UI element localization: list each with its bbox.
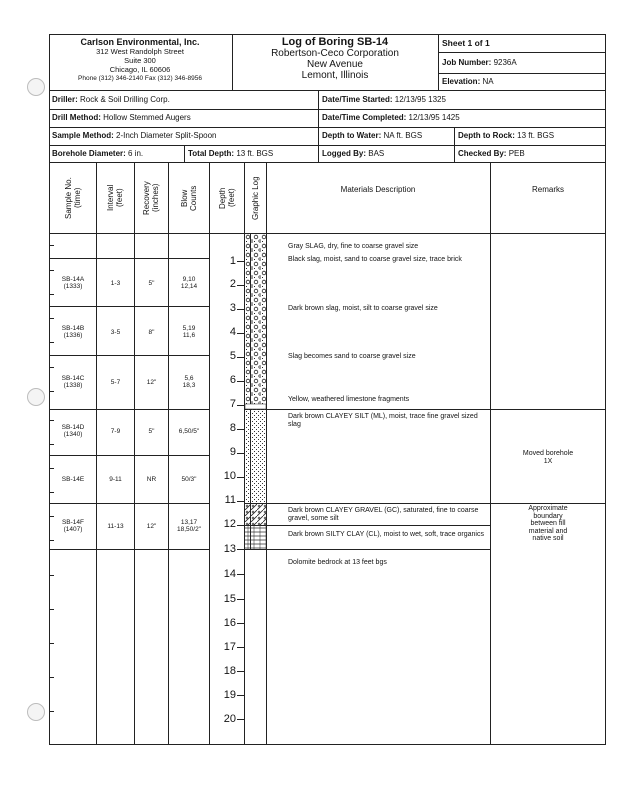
company-street: 312 West Randolph Street [96,47,184,56]
job-number-value: 9236A [493,58,517,67]
binder-hole-middle [27,388,45,406]
sample-blows: 6,50/5" [178,428,200,435]
depth-label: 17 [223,641,236,653]
material-description: Gray SLAG, dry, fine to coarse gravel size [288,243,419,250]
logged-by-label: Logged By: [322,149,366,158]
driller-label: Driller: [52,95,78,104]
depth-label: 6 [229,374,236,386]
company-suite: Suite 300 [124,56,156,65]
graphic-fill-silty-clay [245,525,266,549]
sample-recovery: 12" [146,379,157,386]
depth-to-rock-label: Depth to Rock: [458,131,515,140]
depth-label: 20 [223,713,236,725]
sample-no: SB-14A (1333) [61,276,85,290]
checked-by [458,150,525,158]
col-interval: Interval (feet) [106,184,124,212]
col-blow-counts: Blow Counts [180,185,198,211]
depth-to-rock [458,132,554,140]
depth-to-rock-value: 13 ft. BGS [517,131,555,140]
depth-label: 18 [223,665,236,677]
depth-label: 2 [229,278,236,290]
drill-method-value: Hollow Stemmed Augers [103,113,191,122]
page-title: Log of Boring SB-14 [281,36,389,48]
material-description: Yellow, weathered limestone fragments [288,396,410,403]
col-recovery: Recovery (inches) [142,181,160,215]
sample-blows: 5,19 11,6 [182,325,196,339]
col-materials-description: Materials Description [340,185,416,194]
sample-interval: 9-11 [109,476,122,483]
elevation [442,78,494,86]
company-name: Carlson Environmental, Inc. [80,37,200,47]
material-description: Dark brown slag, moist, silt to coarse gravel size [288,305,438,312]
depth-label: 19 [223,689,236,701]
job-number [442,59,517,67]
checked-by-label: Checked By: [458,149,507,158]
remark: Approximate boundary between fill material and native soil [528,505,568,542]
sample-recovery: 5" [148,428,155,435]
date-completed-value: 12/13/95 1425 [408,113,460,122]
total-depth-label: Total Depth: [188,149,235,158]
sample-no: SB-14D (1340) [61,424,85,438]
company-city: Chicago, IL 60606 [109,65,171,74]
date-started-value: 12/13/95 1325 [394,95,446,104]
sample-blows: 13,17 18,50/2" [177,519,201,533]
graphic-fill-clayey-gravel [245,503,266,525]
depth-label: 3 [229,302,236,314]
sample-blows: 9,10 12,14 [180,276,198,290]
drill-method-label: Drill Method: [52,113,101,122]
graphic-fill-clayey-silt [245,409,266,503]
site-city: Lemont, Illinois [301,70,369,81]
material-description: Dark brown CLAYEY GRAVEL (GC), saturated, fine to coarse gravel, some silt [288,507,479,522]
binder-hole-top [27,78,45,96]
col-graphic-log: Graphic Log [251,176,260,220]
sample-interval: 1-3 [110,280,121,287]
sample-recovery: 8" [148,329,155,336]
depth-label: 8 [229,422,236,434]
driller [52,96,170,104]
elevation-label: Elevation: [442,77,481,86]
sample-recovery: 5" [148,280,155,287]
depth-label: 1 [229,255,236,267]
depth-label: 16 [223,617,236,629]
depth-label: 11 [224,494,236,506]
elevation-value: NA [482,77,494,86]
sheet-number: Sheet 1 of 1 [442,38,490,48]
checked-by-value: PEB [508,149,525,158]
sample-recovery: NR [146,476,157,483]
sample-method-value: 2-Inch Diameter Split-Spoon [116,131,217,140]
company-phone: Phone (312) 346-2140 Fax (312) 346-8956 [78,75,202,82]
sample-interval: 3-5 [110,329,121,336]
sample-recovery: 12" [146,523,157,530]
driller-value: Rock & Soil Drilling Corp. [80,95,170,104]
col-depth: Depth (feet) [218,187,236,209]
sample-blows: 5,6 18,3 [182,375,196,389]
depth-label: 13 [223,543,236,555]
sample-interval: 11-13 [107,523,124,530]
depth-label: 5 [229,350,236,362]
graphic-log [245,234,266,550]
remark: Moved borehole 1X [522,450,574,465]
sample-method [52,132,217,140]
depth-label: 7 [229,398,236,410]
depth-label: 12 [223,518,236,530]
material-description: Dark brown SILTY CLAY (CL), moist to wet, soft, trace organics [288,531,484,538]
col-sample-no: Sample No. (time) [64,177,82,219]
material-description: Dark brown CLAYEY SILT (ML), moist, trace fine gravel sized slag [288,413,478,428]
material-description: Dolomite bedrock at 13 feet bgs [288,559,387,566]
material-description: Black slag, moist, sand to coarse gravel size, trace brick [288,256,462,263]
logged-by [322,150,384,158]
col-remarks: Remarks [531,185,565,194]
borehole-diameter-label: Borehole Diameter: [52,149,126,158]
logged-by-value: BAS [368,149,385,158]
client-name: Robertson-Ceco Corporation [271,48,399,59]
site-address: New Avenue [307,59,363,70]
borehole-diameter-value: 6 in. [128,149,144,158]
sample-no: SB-14C (1338) [61,375,85,389]
sample-blows: 50/3" [181,476,197,483]
depth-label: 14 [223,568,236,580]
date-started-label: Date/Time Started: [322,95,393,104]
sample-no: SB-14F (1407) [61,519,85,533]
total-depth-value: 13 ft. BGS [236,149,274,158]
depth-to-water [322,132,422,140]
drill-method [52,114,191,122]
graphic-fill-limestone [245,404,266,409]
sample-interval: 5-7 [110,379,121,386]
depth-label: 15 [223,593,236,605]
job-number-label: Job Number: [442,58,492,67]
borehole-diameter [52,150,143,158]
depth-to-water-label: Depth to Water: [322,131,382,140]
depth-label: 10 [223,470,236,482]
date-completed-label: Date/Time Completed: [322,113,407,122]
depth-to-water-value: NA ft. BGS [383,131,423,140]
sample-no: SB-14E [61,476,85,483]
sample-interval: 7-9 [110,428,121,435]
total-depth [188,150,273,158]
date-completed [322,114,460,122]
date-started [322,96,446,104]
material-description: Slag becomes sand to coarse gravel size [288,353,416,360]
sample-no: SB-14B (1336) [61,325,85,339]
sample-method-label: Sample Method: [52,131,114,140]
graphic-fill-slag [245,234,266,404]
depth-label: 9 [229,446,236,458]
depth-label: 4 [229,326,236,338]
binder-hole-bottom [27,703,45,721]
